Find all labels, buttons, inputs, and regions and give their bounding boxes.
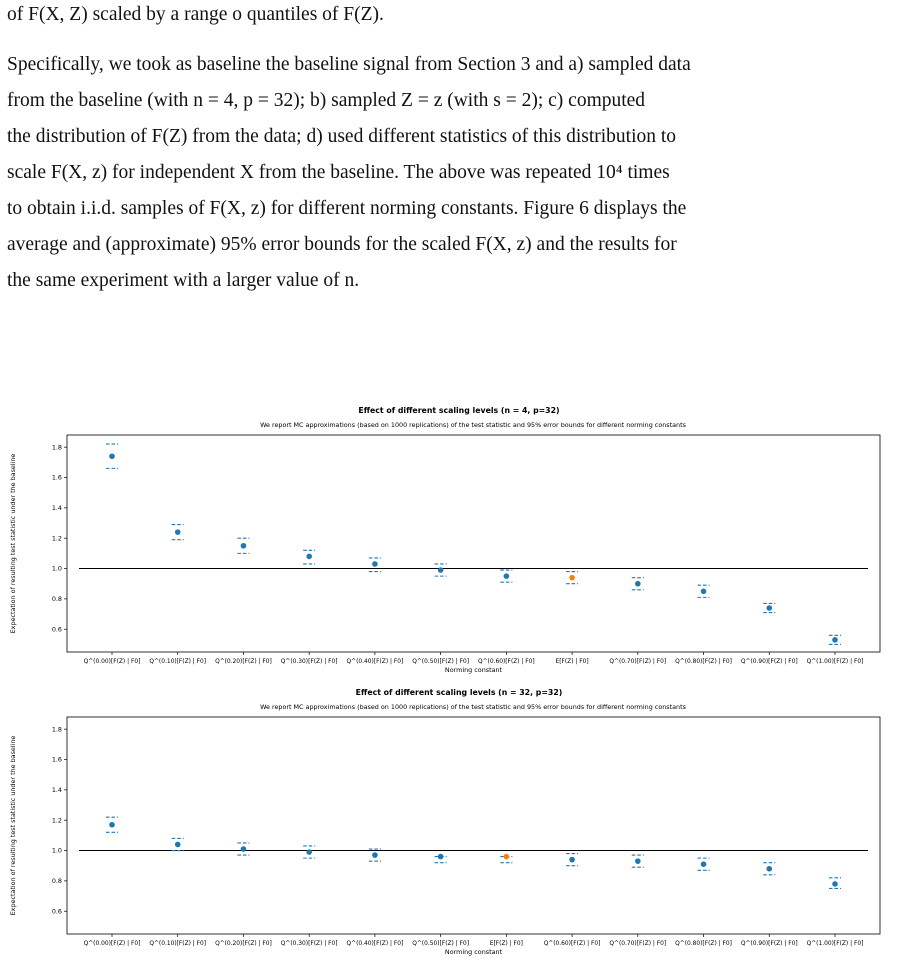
x-tick-label: Q^(0.80)[F(Z) | F0] [675,941,732,947]
x-tick-label: E[F(Z) | F0] [555,659,589,665]
data-point [635,581,641,587]
chart-title: Effect of different scaling levels (n = 4, p=32) [358,406,560,415]
figure-top-chart [0,403,919,685]
data-point [109,822,115,828]
x-tick-label: Q^(0.60)[F(Z) | F0] [543,941,601,947]
data-point [569,857,575,863]
y-tick-label: 1.6 [51,755,62,764]
x-tick-label: Q^(0.10)[F(Z) | F0] [149,941,207,947]
data-point [438,854,444,860]
chart-title: Effect of different scaling levels (n = 32, p=32) [355,688,563,697]
y-tick-label: 1.8 [51,443,62,452]
paragraph-line: to obtain i.i.d. samples of F(X, z) for different norming constants. Figure 6 displays the [7,198,687,219]
x-tick-label: Q^(0.10)[F(Z) | F0] [149,659,207,665]
x-axis-label: Norming constant [444,948,503,956]
x-tick-label: Q^(0.60)[F(Z) | F0] [477,659,535,665]
x-tick-label: Q^(0.70)[F(Z) | F0] [609,941,667,947]
data-point [306,849,312,855]
chart-svg-bottom [0,685,919,967]
x-tick-label: Q^(0.20)[F(Z) | F0] [215,659,272,665]
data-point [241,846,247,852]
chart-subtitle: We report MC approximations (based on 1000 replications) of the test statistic and 95% error bounds for different norming constants [260,703,686,711]
body-paragraph [7,0,912,299]
data-point [438,567,444,573]
y-tick-label: 0.6 [51,907,62,916]
x-tick-label: Q^(0.30)[F(Z) | F0] [280,659,338,665]
data-point [766,866,772,872]
y-tick-label: 0.8 [51,595,62,604]
data-point [175,842,181,848]
paragraph-line: the same experiment with a larger value of n. [7,270,360,291]
data-point [241,543,247,549]
paragraph-line: average and (approximate) 95% error bounds for the scaled F(X, z) and the results for [7,234,677,255]
chart-subtitle: We report MC approximations (based on 1000 replications) of the test statistic and 95% error bounds for different norming constants [260,421,686,429]
data-point [832,637,838,643]
y-tick-label: 1.4 [51,504,62,513]
data-point [372,561,378,567]
y-tick-label: 0.6 [51,625,62,634]
data-point [175,529,181,535]
x-tick-label: Q^(0.70)[F(Z) | F0] [609,659,667,665]
paragraph-line: Specifically, we took as baseline the baseline signal from Section 3 and a) sampled data [7,54,691,75]
data-point [635,858,641,864]
y-axis-label: Expectation of resulting test statistic under the baseline [9,735,17,916]
y-tick-label: 1.0 [51,564,62,573]
data-point [832,881,838,887]
y-tick-label: 1.4 [51,786,62,795]
data-point [504,573,510,579]
plot-frame [67,717,880,934]
plot-frame [67,435,880,652]
data-point [701,589,707,595]
data-point [306,554,312,560]
data-point [701,861,707,867]
figure-bottom-chart [0,685,919,967]
x-tick-label: Q^(0.20)[F(Z) | F0] [215,941,272,947]
data-point [766,605,772,611]
x-tick-label: Q^(1.00)[F(Z) | F0] [806,659,864,665]
x-tick-label: Q^(0.50)[F(Z) | F0] [412,659,470,665]
x-tick-label: Q^(0.00)[F(Z) | F0] [83,659,141,665]
data-point [504,854,510,860]
x-tick-label: Q^(0.50)[F(Z) | F0] [412,941,470,947]
y-tick-label: 1.2 [51,816,62,825]
x-tick-label: Q^(0.90)[F(Z) | F0] [740,941,798,947]
chart-svg-top [0,403,919,685]
y-tick-label: 1.2 [51,534,62,543]
y-axis-label: Expectation of resulting test statistic under the baseline [9,453,17,634]
paragraph-line: of F(X, Z) scaled by a range o quantiles of F(Z). [7,4,384,25]
y-tick-label: 0.8 [51,877,62,886]
data-point [569,575,575,581]
data-point [372,852,378,858]
paragraph-line: scale F(X, z) for independent X from the baseline. The above was repeated 10⁴ times [7,162,670,183]
y-tick-label: 1.0 [51,846,62,855]
x-tick-label: Q^(0.30)[F(Z) | F0] [280,941,338,947]
paragraph-line: the distribution of F(Z) from the data; d) used different statistics of this distribution to [7,126,677,147]
x-tick-label: Q^(1.00)[F(Z) | F0] [806,941,864,947]
y-tick-label: 1.6 [51,473,62,482]
x-tick-label: Q^(0.90)[F(Z) | F0] [740,659,798,665]
x-tick-label: Q^(0.40)[F(Z) | F0] [346,941,404,947]
x-tick-label: Q^(0.80)[F(Z) | F0] [675,659,732,665]
paragraph-line: from the baseline (with n = 4, p = 32); b) sampled Z = z (with s = 2); c) computed [7,90,646,111]
x-tick-label: Q^(0.00)[F(Z) | F0] [83,941,141,947]
x-axis-label: Norming constant [444,666,503,674]
y-tick-label: 1.8 [51,725,62,734]
x-tick-label: Q^(0.40)[F(Z) | F0] [346,659,404,665]
data-point [109,453,115,459]
x-tick-label: E[F(Z) | F0] [489,941,523,947]
